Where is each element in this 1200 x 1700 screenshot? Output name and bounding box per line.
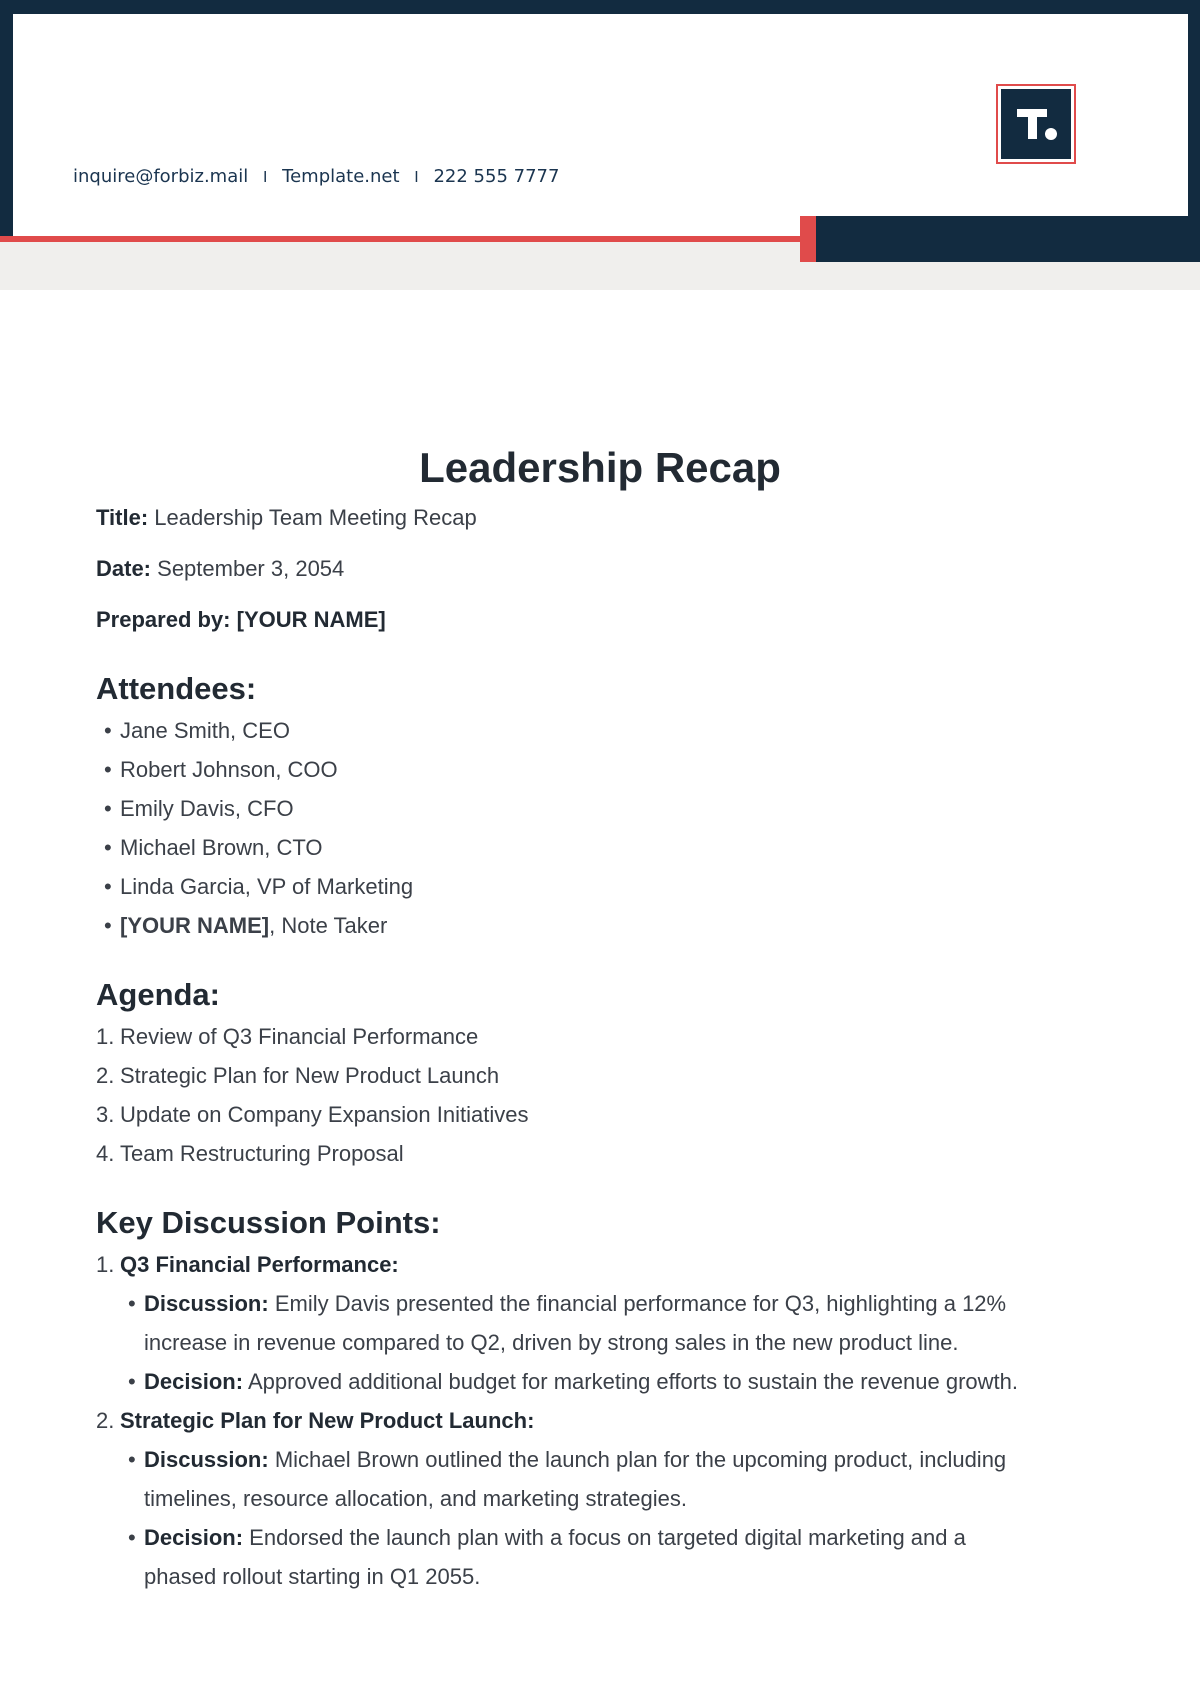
agenda-list [96,1017,1036,1173]
decision-item [120,1362,1036,1401]
item-number: 3. [96,1102,115,1127]
contact-website[interactable]: Template.net [282,166,400,187]
list-item: • Robert Johnson, COO [96,750,1036,789]
list-item: • Linda Garcia, VP of Marketing [96,867,1036,906]
list-item: • Michael Brown, CTO [96,828,1036,867]
meta-date-label: Date: [96,556,152,581]
point-details [120,1284,1036,1401]
meta-prepared-by [96,600,1036,639]
list-item [96,1095,1036,1134]
agenda-item-text: Update on Company Expansion Initiatives [120,1102,529,1127]
note-taker-name: [YOUR NAME] [120,913,270,938]
item-number: 4. [96,1141,115,1166]
meta-title-label: Title: [96,505,149,530]
document-title: Leadership Recap [419,444,781,491]
company-logo [996,84,1076,164]
key-points-heading: Key Discussion Points: [96,1205,441,1240]
header-gray-band [0,242,800,290]
item-number: 1. [96,1024,115,1049]
list-item [96,1245,1036,1401]
logo-dot [1045,128,1057,140]
decision-label: Decision: [144,1369,244,1394]
list-item [96,1056,1036,1095]
meta-prepared-value: [YOUR NAME] [236,607,386,632]
list-item [96,1401,1036,1596]
contact-phone[interactable]: 222 555 7777 [433,166,560,187]
list-item [96,1134,1036,1173]
list-item: • Jane Smith, CEO [96,711,1036,750]
document-body [96,498,1036,1596]
list-item [96,1017,1036,1056]
logo-t-stem [1028,109,1037,139]
header-gray-band-right [800,262,1200,290]
contact-separator: I [262,168,268,186]
meta-date-value: September 3, 2054 [157,556,345,581]
header-accent-line [0,236,800,242]
agenda-item-text: Strategic Plan for New Product Launch [120,1063,500,1088]
item-number: 1. [96,1252,115,1277]
note-taker-role: , Note Taker [269,913,388,938]
meta-prepared-label: Prepared by: [96,607,231,632]
discussion-label: Discussion: [144,1291,269,1316]
discussion-label: Discussion: [144,1447,269,1472]
agenda-item-text: Team Restructuring Proposal [120,1141,404,1166]
discussion-item [120,1440,1036,1518]
point-title: Q3 Financial Performance: [120,1252,399,1277]
item-number: 2. [96,1408,115,1433]
attendees-list [96,711,1036,945]
list-item [96,906,1036,945]
discussion-item [120,1284,1036,1362]
contact-email[interactable]: inquire@forbiz.mail [73,166,249,187]
agenda-item-text: Review of Q3 Financial Performance [120,1024,479,1049]
decision-text: Endorsed the launch plan with a focus on targeted digital marketing and a phased rollout starting in Q1 2055. [144,1525,966,1589]
header-navy-block [816,216,1200,262]
decision-item [120,1518,1036,1596]
list-item: • Emily Davis, CFO [96,789,1036,828]
agenda-heading: Agenda: [96,977,220,1012]
decision-text: Approved additional budget for marketing efforts to sustain the revenue growth. [247,1369,1019,1394]
decision-label: Decision: [144,1525,244,1550]
meta-title-value: Leadership Team Meeting Recap [154,505,477,530]
discussion-text: Michael Brown outlined the launch plan for the upcoming product, including timelines, resource allocation, and marketing strategies. [144,1447,1007,1511]
point-title: Strategic Plan for New Product Launch: [120,1408,535,1433]
discussion-text: Emily Davis presented the financial performance for Q3, highlighting a 12% increase in revenue compared to Q2, driven by strong sales in the new product line. [144,1291,1007,1355]
header-accent-block [800,216,816,262]
key-points-list [96,1245,1036,1596]
contact-info [73,166,559,187]
item-number: 2. [96,1063,115,1088]
contact-separator: I [414,168,419,186]
attendees-heading: Attendees: [96,671,257,706]
t-logo-icon [1001,89,1071,159]
meta-date [96,549,1036,588]
meta-title [96,498,1036,537]
point-details [120,1440,1036,1596]
